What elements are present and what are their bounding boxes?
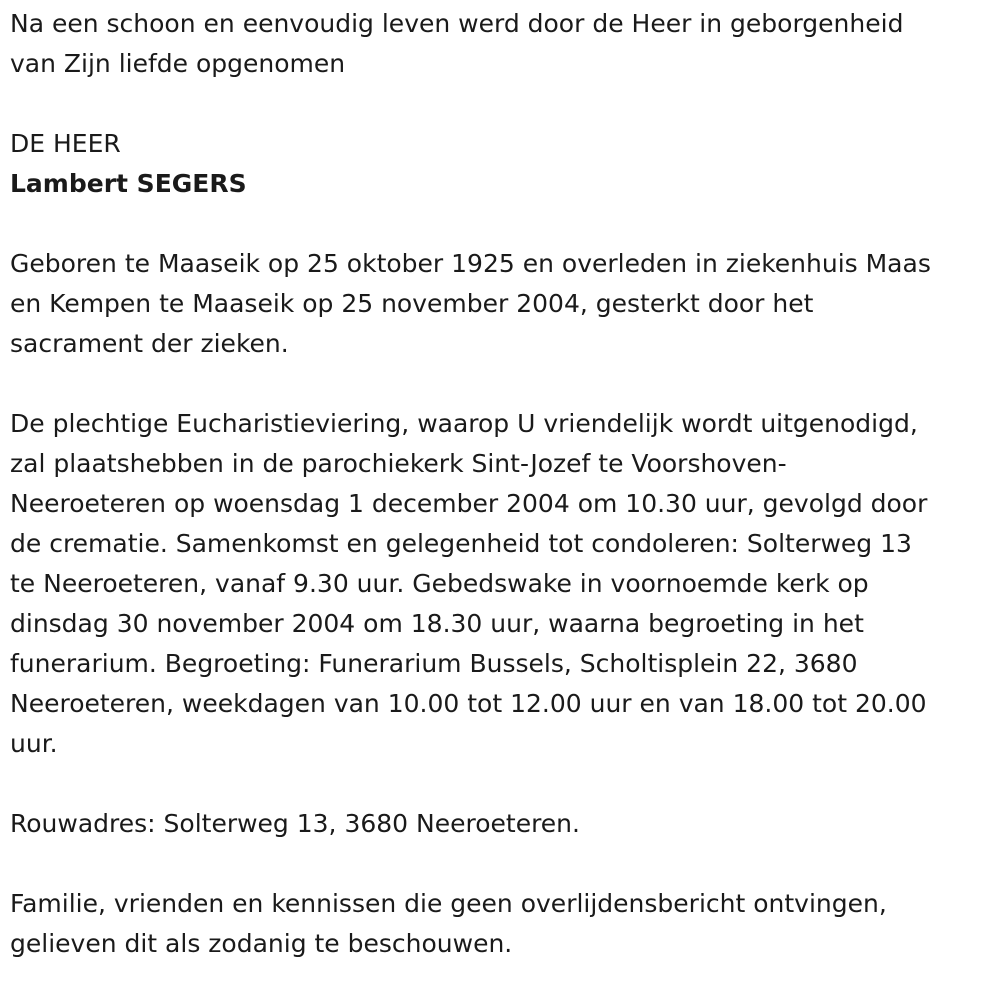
intro-text: Na een schoon en eenvoudig leven werd door de Heer in geborgenheid van Zijn liefde opgenomen — [10, 9, 904, 78]
deceased-name: Lambert SEGERS — [10, 169, 247, 198]
honorific-title: DE HEER — [10, 129, 121, 158]
obituary-notice — [10, 4, 990, 964]
mourning-address: Rouwadres: Solterweg 13, 3680 Neeroeteren. — [10, 809, 580, 838]
ceremony-paragraph: De plechtige Eucharistieviering, waarop U vriendelijk wordt uitgenodigd, zal plaatshebben in de parochiekerk Sint-Jozef te Voorshoven- Neeroeteren op woensdag 1 december 2004 om 10.30 uur, gevolgd door de crematie. Samenkomst en gelegenheid tot condoleren: Solterweg 13 te Neeroeteren, vanaf 9.30 uur. Gebedswake in voornoemde kerk op dinsdag 30 november 2004 om 18.30 uur, waarna begroeting in het funerarium. Begroeting: Funerarium Bussels, Scholtisplein 22, 3680 Neeroeteren, weekdagen van 10.00 tot 12.00 uur en van 18.00 tot 20.00 uur. — [10, 409, 928, 758]
closing-text: Familie, vrienden en kennissen die geen overlijdensbericht ontvingen, gelieven dit als zodanig te beschouwen. — [10, 889, 887, 958]
birth-death-paragraph: Geboren te Maaseik op 25 oktober 1925 en overleden in ziekenhuis Maas en Kempen te Maaseik op 25 november 2004, gesterkt door het sacrament der zieken. — [10, 249, 931, 358]
